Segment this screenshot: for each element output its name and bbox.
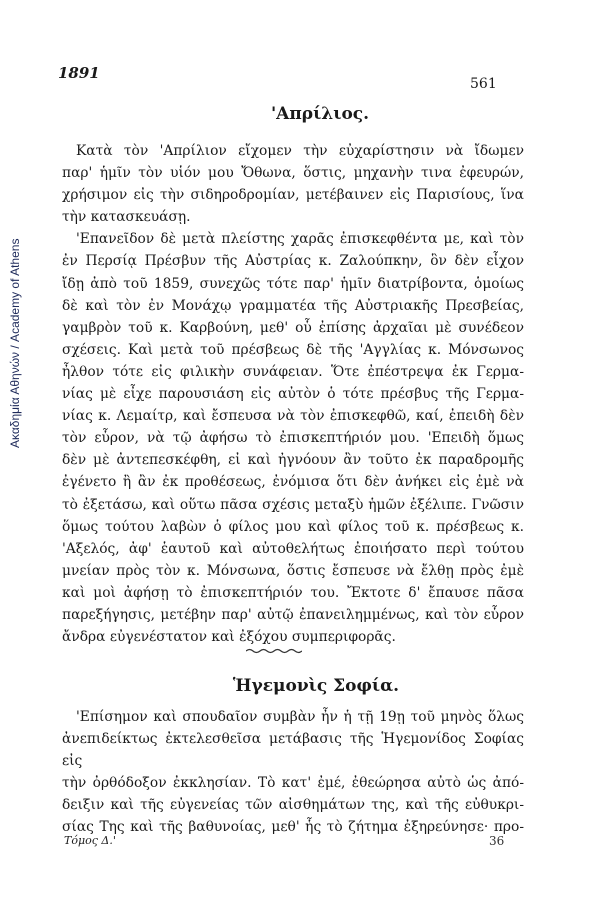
text-line: τὸν εὗρον, νὰ τῷ ἀφήσω τὸ ἐπισκεπτήριόν μου. 'Επειδὴ ὅμως xyxy=(62,430,524,447)
text-line: παρ' ἡμῖν τὸν υἱόν μου Ὄθωνα, ὅστις, μηχανὴν τινα ἐφευρών, xyxy=(62,165,524,182)
text-line: ἐγένετο ἢ ἂν ἐκ προθέσεως, ἐνόμισα ὅτι δὲν ἀνήκει εἰς ἐμὲ νὰ xyxy=(62,474,524,491)
text-line: νίας μὲ εἶχε παρουσιάση εἰς αὐτὸν ὁ τότε πρέσβυς τῆς Γερμα- xyxy=(62,386,524,403)
page-number: 561 xyxy=(470,76,497,92)
text-line: 'Αξελός, ἀφ' ἑαυτοῦ καὶ αὐτοθελήτως ἐποιήσατο περὶ τούτου xyxy=(62,540,524,557)
section-title-princess-sophia: Ἡγεμονὶς Σοφία. xyxy=(232,676,400,696)
text-line: νίας κ. Λεμαίτρ, καὶ ἔσπευσα νὰ τὸν ἐπισκεφθῶ, καί, ἐπειδὴ δὲν xyxy=(62,408,524,425)
text-line: τὸ ἐξετάσω, καὶ οὕτω πᾶσα σχέσις μεταξὺ ἡμῶν ἐξέλιπε. Γνῶσιν xyxy=(62,496,524,513)
text-line: ἴδῃ ἀπὸ τοῦ 1859, συνεχῶς τότε παρ' ἡμῖν διατρίβοντα, ὁμοίως xyxy=(62,275,524,292)
section-body-april xyxy=(62,140,524,648)
text-line: δειξιν καὶ τῆς εὐγενείας τῶν αἰσθημάτων της, καὶ τῆς εὐθυκρι- xyxy=(62,797,524,814)
text-line: σχέσεις. Καὶ μετὰ τοῦ πρέσβεως δὲ τῆς 'Αγγλίας κ. Μόνσωνος xyxy=(62,341,524,358)
section-body-princess-sophia xyxy=(62,706,524,839)
text-line: δὲν μὲ ἀντεπεσκέφθη, εἰ καὶ ἠγνόουν ἂν τοῦτο ἐκ παραδρομῆς xyxy=(62,452,524,469)
gathering-signature: 36 xyxy=(489,834,505,848)
text-line: χρήσιμον εἰς τὴν σιδηροδρομίαν, μετέβαινεν εἰς Παρισίους, ἵνα xyxy=(62,187,524,204)
text-line: ἀνεπιδείκτως ἐκτελεσθεῖσα μετάβασις τῆς Ἡγεμονίδος Σοφίας εἰς xyxy=(62,731,524,770)
text-line: δὲ καὶ τὸν ἐν Μονάχῳ γραμματέα τῆς Αὐστριακῆς Πρεσβείας, xyxy=(62,297,524,314)
year-header: 1891 xyxy=(58,64,100,82)
section-title-april: 'Απρίλιος. xyxy=(270,104,370,124)
text-line: ἐν Περσίᾳ Πρέσβυν τῆς Αὐστρίας κ. Ζαλούπκην, ὃν δὲν εἶχον xyxy=(62,253,524,270)
text-line: ἦλθον τότε εἰς φιλικὴν συνάφειαν. Ὅτε ἐπέστρεψα ἐκ Γερμα- xyxy=(62,363,524,380)
text-line: παρεξήγησις, μετέβην παρ' αὐτῷ ἐπανειλημμένως, καὶ τὸν εὗρον xyxy=(62,606,524,623)
text-line: ὅμως τούτου λαβὼν ὁ φίλος μου καὶ φίλος τοῦ κ. πρέσβεως κ. xyxy=(62,518,524,535)
text-line: σίας Της καὶ τῆς βαθυνοίας, μεθ' ἧς τὸ ζήτημα ἐξηρεύνησε· προ- xyxy=(62,819,524,836)
text-line: τὴν ὀρθόδοξον ἐκκλησίαν. Τὸ κατ' ἐμέ, ἐθεώρησα αὐτὸ ὡς ἀπό- xyxy=(62,775,524,792)
archive-watermark: Ακαδημία Αθηνών / Academy of Athens xyxy=(8,238,22,448)
text-line: καὶ μοὶ ἀφήσῃ τὸ ἐπισκεπτήριόν του. Ἔκτοτε δ' ἔπαυσε πᾶσα xyxy=(62,584,524,601)
text-line: γαμβρὸν τοῦ κ. Καρβούνη, μεθ' οὗ ἐπίσης ἀρχαῖαι μὲ συνέδεον xyxy=(62,319,524,336)
text-line: 'Επανεῖδον δὲ μετὰ πλείστης χαρᾶς ἐπισκεφθέντα με, καὶ τὸν xyxy=(76,231,524,248)
volume-signature: Τόμος Δ.' xyxy=(64,834,116,847)
section-divider-ornament xyxy=(246,648,302,654)
text-line: μνείαν πρὸς τὸν κ. Μόνσωνα, ὅστις ἔσπευσε νὰ ἔλθῃ πρὸς ἐμὲ xyxy=(62,562,524,579)
text-line: 'Επίσημον καὶ σπουδαῖον συμβὰν ἦν ἡ τῇ 19ῃ τοῦ μηνὸς ὅλως xyxy=(76,709,524,725)
text-line: ἄνδρα εὐγενέστατον καὶ ἐξόχου συμπεριφορᾶς. xyxy=(62,629,396,646)
text-line: τὴν κατασκευάσῃ. xyxy=(62,209,191,226)
text-line: Κατὰ τὸν 'Απρίλιον εἴχομεν τὴν εὐχαρίστησιν νὰ ἴδωμεν xyxy=(76,143,524,159)
